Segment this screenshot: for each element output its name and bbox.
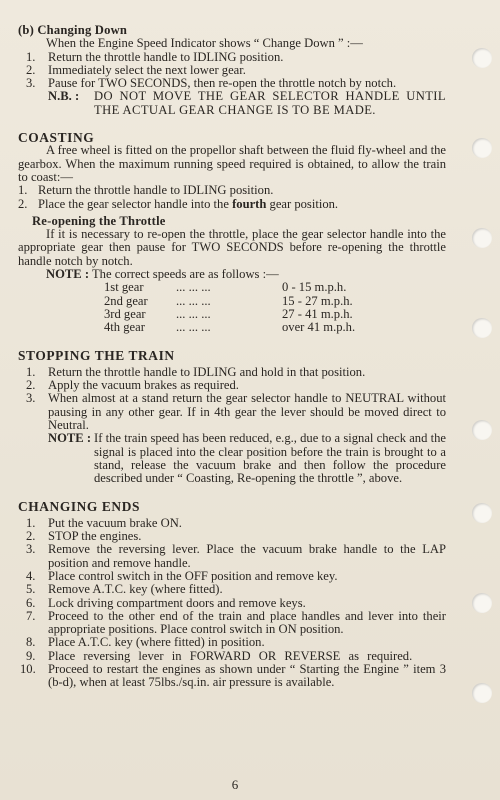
reopening-heading: Re-opening the Throttle [32, 213, 166, 228]
stopping-heading: STOPPING THE TRAIN [18, 347, 175, 363]
stopping-note [48, 432, 446, 485]
changing-ends-heading: CHANGING ENDS [18, 498, 141, 514]
list-item: 1. Return the throttle handle to IDLING position. [26, 49, 284, 64]
list-item: 1. Return the throttle handle to IDLING and hold in that position. [26, 364, 366, 379]
section-b-steps [18, 51, 446, 91]
table-row: 3rd gear ... ... ... 27 - 41 m.p.h. [104, 306, 353, 321]
binder-hole [472, 420, 492, 440]
coasting-para: A free wheel is fitted on the propellor shaft between the fluid fly-wheel and the gearbox. When the maximum running speed required is obtained, to allow the train to coast:— [18, 143, 446, 184]
list-item: 2. Apply the vacuum brakes as required. [26, 378, 239, 393]
binder-holes [470, 0, 500, 800]
binder-hole [472, 318, 492, 338]
list-item: 2. Immediately select the next lower gear. [26, 62, 246, 77]
page-number: 6 [231, 777, 239, 792]
list-item: 2. STOP the engines. [26, 529, 142, 544]
section-b-heading: (b) Changing Down [18, 23, 128, 37]
table-row: 2nd gear ... ... ... 15 - 27 m.p.h. [104, 293, 353, 308]
nb-label: N.B. : [48, 89, 80, 104]
note-text: The correct speeds are as follows :— [91, 267, 279, 282]
binder-hole [472, 683, 492, 703]
table-row: 1st gear ... ... ... 0 - 15 m.p.h. [104, 280, 347, 295]
note-label: NOTE : [46, 267, 90, 282]
binder-hole [472, 48, 492, 68]
coasting-steps [18, 184, 446, 211]
note-label: NOTE : [48, 431, 92, 446]
list-item: 8. Place A.T.C. key (where fitted) in position. [26, 635, 265, 650]
binder-hole [472, 503, 492, 523]
list-item: 4. Place control switch in the OFF position and remove key. [26, 568, 338, 583]
list-item: 2. Place the gear selector handle into the fourth gear position. [18, 196, 339, 211]
stopping-steps [18, 366, 446, 432]
list-item: 5. Remove A.T.C. key (where fitted). [26, 582, 223, 597]
list-item: 3. Remove the reversing lever. Place the vacuum brake handle to the LAP position and remove handle. [26, 542, 446, 570]
binder-hole [472, 138, 492, 158]
reopening-note [46, 268, 446, 281]
list-item: 3. Pause for TWO SECONDS, then re-open the throttle notch by notch. [26, 76, 397, 91]
list-item: 3. When almost at a stand return the gear selector handle to NEUTRAL without pausing in any other gear. If in 4th gear the lever should be moved direct to Neutral. [26, 391, 446, 433]
table-row: 4th gear ... ... ... over 41 m.p.h. [104, 320, 356, 335]
list-item: 6. Lock driving compartment doors and remove keys. [26, 595, 306, 610]
document-body [18, 24, 446, 690]
section-b-intro: When the Engine Speed Indicator shows “ Change Down ” :— [46, 36, 363, 51]
coasting-heading: COASTING [18, 130, 95, 146]
list-item: 9. Place reversing lever in FORWARD OR REVERSE as required. [26, 648, 413, 663]
nb-block [48, 90, 446, 117]
reopening-para: If it is necessary to re-open the throttle, place the gear selector handle into the appropriate gear then pause for TWO SECONDS before re-opening the throttle handle notch by notch. [18, 227, 446, 268]
note-text: If the train speed has been reduced, e.g., due to a signal check and the signal is placed into the clear position before the train is brought to a stand, release the vacuum brake and then follow the procedure described under “ Coasting, Re-opening the throttle ”, above. [94, 431, 446, 486]
changing-ends-steps [18, 517, 446, 690]
binder-hole [472, 228, 492, 248]
binder-hole [472, 593, 492, 613]
list-item: 1. Put the vacuum brake ON. [26, 515, 182, 530]
speed-table [104, 281, 374, 334]
list-item: 10. Proceed to restart the engines as shown under “ Starting the Engine ” item 3 (b-d), when at least 75lbs./sq.in. air pressure is available. [20, 662, 446, 690]
list-item: 1. Return the throttle handle to IDLING position. [18, 183, 274, 198]
nb-text: DO NOT MOVE THE GEAR SELECTOR HANDLE UNTIL THE ACTUAL GEAR CHANGE IS TO BE MADE. [94, 89, 446, 117]
list-item: 7. Proceed to the other end of the train and place handles and lever into their appropriate positions. Place control switch in ON position. [26, 608, 446, 637]
